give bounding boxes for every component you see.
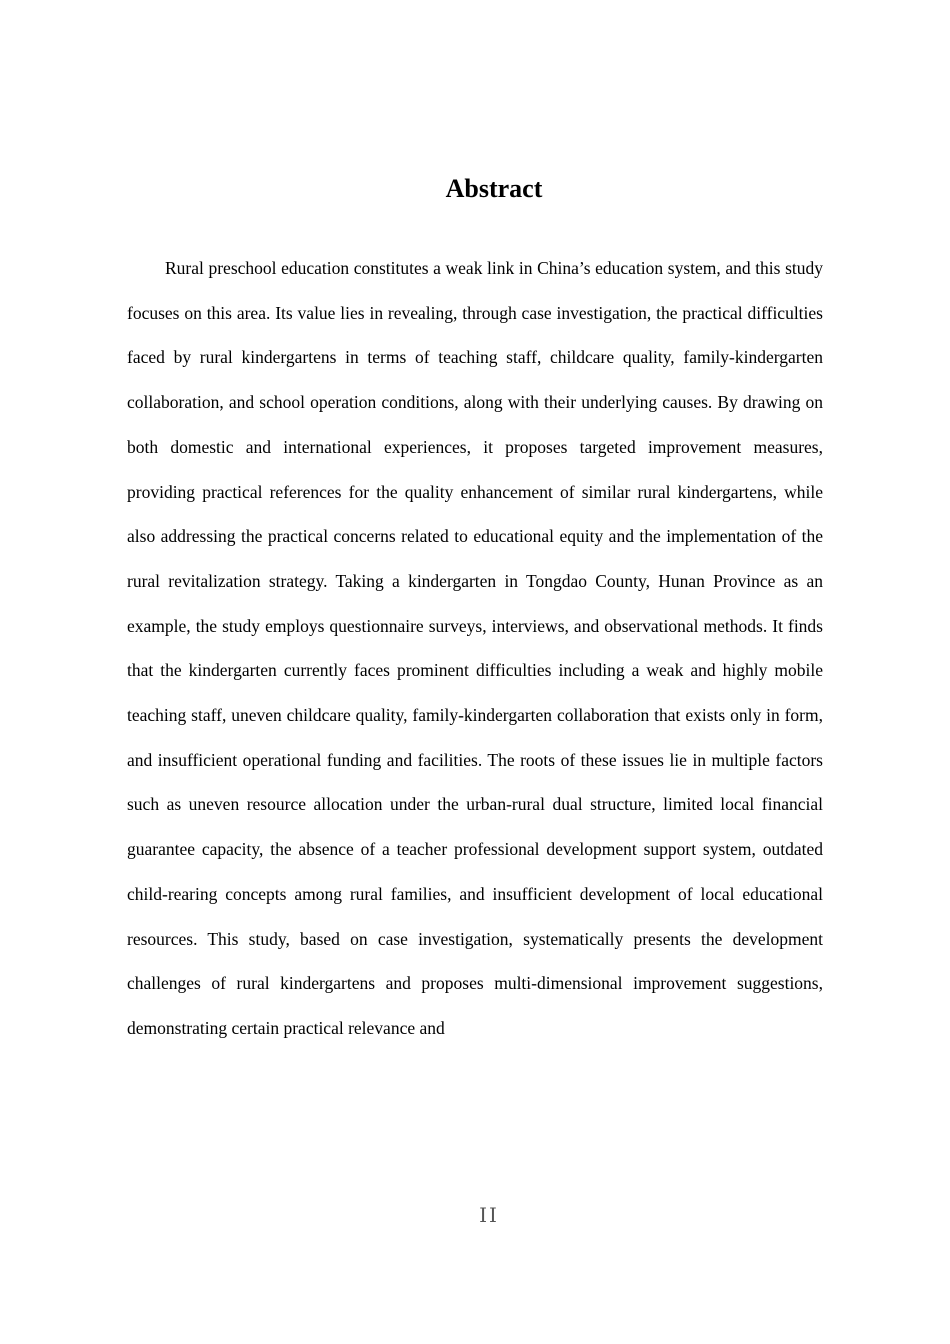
page-title: Abstract [445, 174, 543, 203]
page-number: II [479, 1203, 499, 1227]
abstract-paragraph: Rural preschool education constitutes a weak link in China’s education system, and this study focuses on this area. Its value lies in revealing, through case investigation, the practical difficulties faced by rural kindergartens in terms of teaching staff, childcare quality, family-kindergarten collaboration, and school operation conditions, along with their underlying causes. By drawing on both domestic and international experiences, it proposes targeted improvement measures, providing practical references for the quality enhancement of similar rural kindergartens, while also addressing the practical concerns related to educational equity and the implementation of the rural revitalization strategy. Taking a kindergarten in Tongdao County, Hunan Province as an example, the study employs questionnaire surveys, interviews, and observational methods. It finds that the kindergarten currently faces prominent difficulties including a weak and highly mobile teaching staff, uneven childcare quality, family-kindergarten collaboration that exists only in form, and insufficient operational funding and facilities. The roots of these issues lie in multiple factors such as uneven resource allocation under the urban-rural dual structure, limited local financial guarantee capacity, the absence of a teacher professional development support system, outdated child-rearing concepts among rural families, and insufficient development of local educational resources. This study, based on case investigation, systematically presents the development challenges of rural kindergartens and proposes multi-dimensional improvement suggestions, demonstrating certain practical relevance and [127, 258, 823, 1038]
